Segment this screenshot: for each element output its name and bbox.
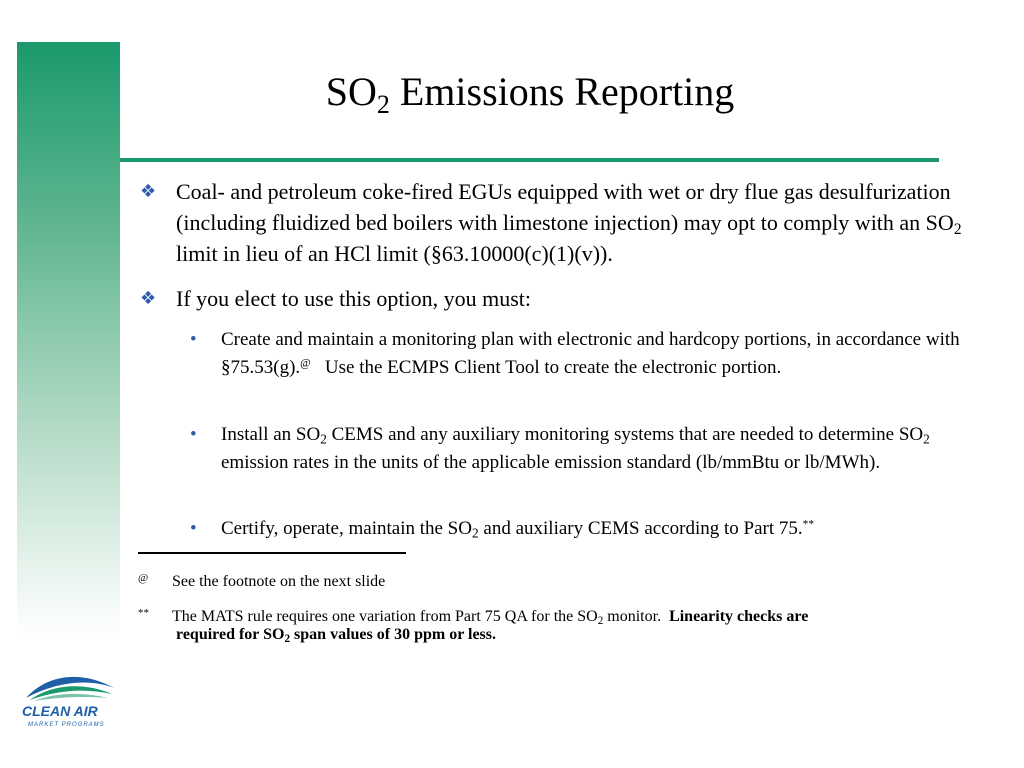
svg-text:MARKET PROGRAMS: MARKET PROGRAMS (28, 722, 105, 728)
sidebar-gradient-bar (17, 42, 120, 768)
footnote: ** The MATS rule requires one variation from Part 75 QA for the $SO_2$ monitor. Linearity checks are required for $SO_2$ span values of 30 ppm or less. (138, 607, 809, 645)
clean-air-wave-icon (22, 668, 118, 728)
svg-text:CLEAN AIR: CLEAN AIR (22, 703, 98, 719)
diamond-bullet-icon: ❖ (140, 288, 157, 309)
clean-air-logo (22, 668, 118, 728)
title-divider (120, 158, 939, 162)
sub-bullet-item: • Certify, operate, maintain the $SO_2$ and auxiliary CEMS according to Part 75.** (221, 515, 981, 543)
dot-bullet-icon: • (190, 329, 197, 350)
sub-bullet-item: • Install an $SO_2$ CEMS and any auxiliary monitoring systems that are needed to determine $SO_2$ emission rates in the units of the applicable emission standard (lb/mmBtu or lb/MWh). (221, 421, 981, 477)
bullet-item: ❖ If you elect to use this option, you must: (176, 283, 976, 314)
bullet-item: ❖ Coal- and petroleum coke-fired EGUs equipped with wet or dry flue gas desulfurization (including fluidized bed boilers with limestone injection) may opt to comply with an $SO_2$ limit in lieu of an HCl limit (§63.10000(c)(1)(v)). (176, 176, 976, 269)
dot-bullet-icon: • (190, 424, 197, 445)
dot-bullet-icon: • (190, 518, 197, 539)
sub-bullet-item: • Create and maintain a monitoring plan with electronic and hardcopy portions, in accordance with §75.53(g).@ Use the ECMPS Client Tool to create the electronic portion. (221, 326, 981, 382)
footnote: @ See the footnote on the next slide (138, 572, 386, 590)
diamond-bullet-icon: ❖ (140, 181, 157, 202)
footnote-divider (138, 552, 406, 554)
slide-title: $SO_2$ Emissions Reporting (325, 69, 735, 119)
